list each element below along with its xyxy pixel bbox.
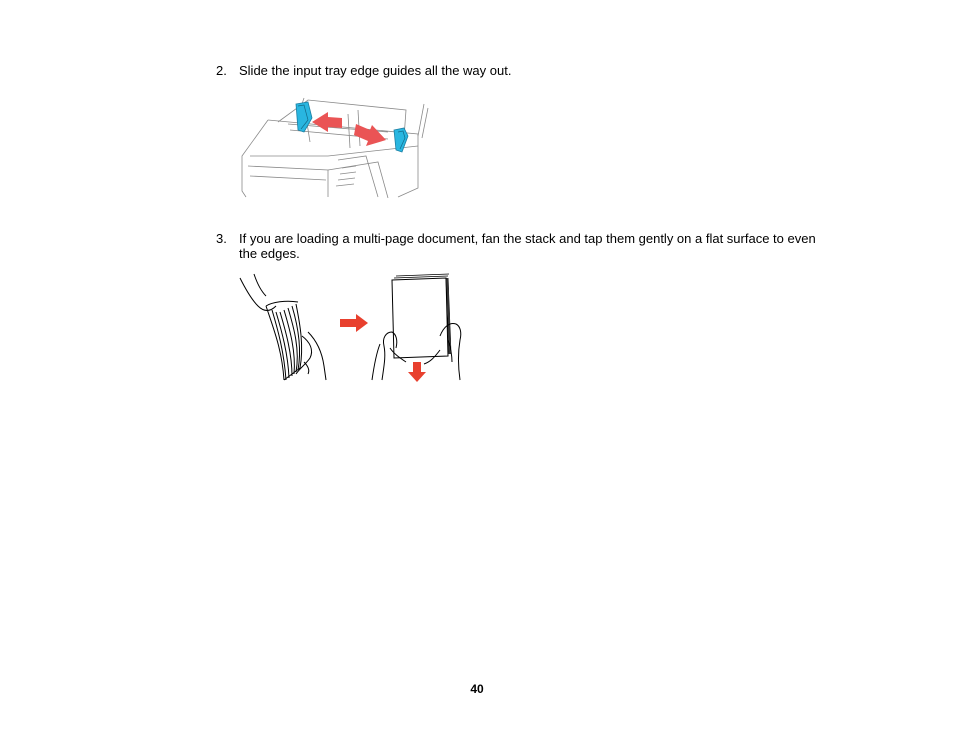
page-number: 40	[470, 682, 484, 696]
step-text: If you are loading a multi-page document, fan the stack and tap them gently on a flat surface to even the edges.	[239, 231, 816, 261]
step-number: 3.	[216, 231, 227, 246]
step-text: Slide the input tray edge guides all the way out.	[239, 63, 512, 78]
scanner-edge-guides-illustration	[238, 96, 434, 198]
step-number: 2.	[216, 63, 227, 78]
fan-and-tap-paper-illustration	[236, 270, 476, 390]
